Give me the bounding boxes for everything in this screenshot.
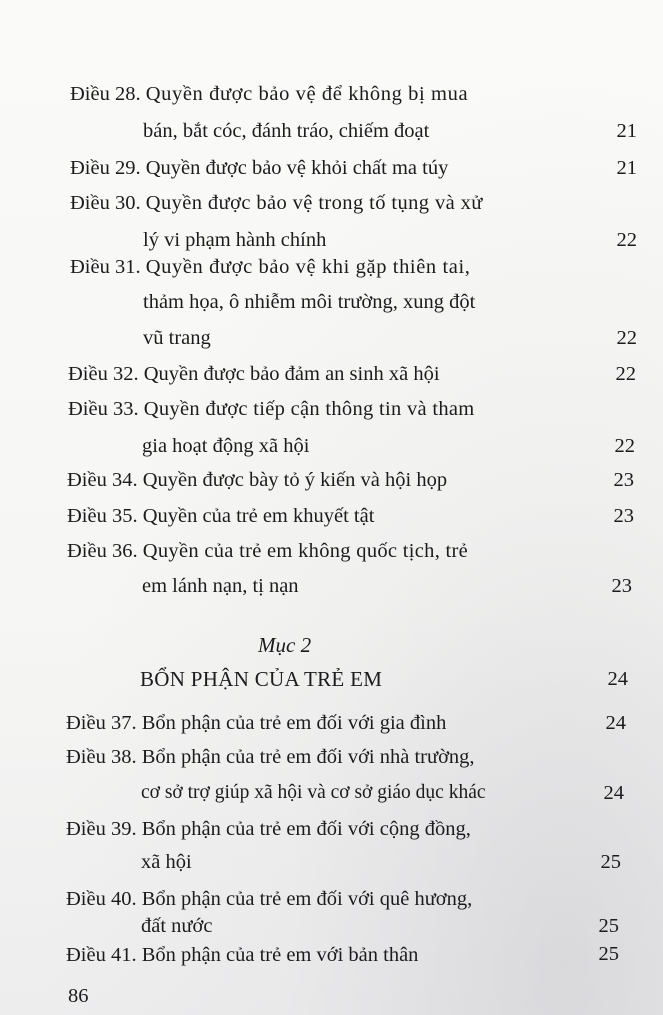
entry-text: Bổn phận của trẻ em đối với gia đình [141, 712, 447, 734]
toc-entry-40 [66, 889, 472, 910]
section-title: BỔN PHẬN CỦA TRẺ EM [140, 667, 383, 691]
entry-continuation: gia hoạt động xã hội [142, 435, 310, 457]
toc-entry-32 [68, 364, 440, 385]
entry-label: Điều 28. [70, 83, 141, 105]
entry-continuation: bán, bắt cóc, đánh tráo, chiếm đoạt [143, 120, 430, 142]
toc-entry-29 [70, 158, 448, 179]
page-number: 24 [607, 668, 628, 690]
page-number: 22 [615, 363, 636, 385]
entry-label: Điều 39. [66, 818, 137, 840]
toc-entry-41 [66, 945, 418, 966]
entry-continuation: vũ trang [143, 327, 211, 349]
toc-entry-38 [66, 747, 475, 768]
entry-text: Quyền được bảo vệ khi gặp thiên tai, [145, 256, 471, 278]
section-subtitle: Mục 2 [258, 633, 312, 657]
toc-entry-30 [70, 193, 483, 214]
entry-continuation: lý vi phạm hành chính [143, 229, 327, 251]
entry-continuation: xã hội [141, 851, 192, 873]
entry-text: Quyền được bảo vệ khỏi chất ma túy [145, 157, 449, 179]
entry-text: Bổn phận của trẻ em với bản thân [141, 944, 419, 966]
entry-text: Quyền của trẻ em khuyết tật [142, 505, 375, 527]
entry-continuation: thảm họa, ô nhiễm môi trường, xung đột [143, 291, 476, 313]
entry-text: Quyền được tiếp cận thông tin và tham [143, 398, 475, 420]
page-number: 25 [598, 915, 619, 937]
entry-label: Điều 33. [68, 398, 139, 420]
page-number: 22 [616, 327, 637, 349]
footer-page-number: 86 [68, 985, 89, 1007]
page-number: 23 [611, 575, 632, 597]
entry-label: Điều 32. [68, 363, 139, 385]
entry-text: Quyền được bảo vệ trong tố tụng và xử [145, 192, 483, 214]
page-number: 24 [605, 712, 626, 734]
toc-entry-33 [68, 399, 475, 420]
page-number: 24 [603, 782, 624, 804]
entry-text: Quyền được bảo vệ để không bị mua [145, 83, 469, 105]
toc-entry-31 [70, 257, 471, 278]
page-number: 25 [600, 851, 621, 873]
page-number: 23 [613, 469, 634, 491]
entry-text: Quyền được bảo đảm an sinh xã hội [143, 363, 440, 385]
entry-continuation: đất nước [141, 915, 213, 937]
toc-entry-34 [67, 470, 447, 491]
page-number: 22 [614, 435, 635, 457]
entry-label: Điều 30. [70, 192, 141, 214]
page-number: 23 [613, 505, 634, 527]
entry-label: Điều 29. [70, 157, 141, 179]
page-number: 21 [616, 157, 637, 179]
toc-entry-28 [70, 84, 468, 105]
entry-label: Điều 36. [67, 540, 138, 562]
toc-entry-39 [66, 819, 471, 840]
entry-label: Điều 35. [67, 505, 138, 527]
entry-label: Điều 38. [66, 746, 137, 768]
entry-text: Quyền của trẻ em không quốc tịch, trẻ [142, 540, 469, 562]
entry-continuation: cơ sở trợ giúp xã hội và cơ sở giáo dục khác [141, 782, 486, 803]
toc-entry-37 [66, 713, 446, 734]
entry-text: Bổn phận của trẻ em đối với cộng đồng, [141, 818, 471, 840]
toc-entry-35 [67, 506, 374, 527]
entry-label: Điều 40. [66, 888, 137, 910]
page-number: 25 [598, 943, 619, 965]
entry-label: Điều 41. [66, 944, 137, 966]
page-number: 21 [616, 120, 637, 142]
entry-continuation: em lánh nạn, tị nạn [142, 575, 299, 597]
toc-entry-36 [67, 541, 468, 562]
entry-label: Điều 37. [66, 712, 137, 734]
entry-text: Bổn phận của trẻ em đối với nhà trường, [141, 746, 475, 768]
entry-label: Điều 31. [70, 256, 141, 278]
page-number: 22 [616, 229, 637, 251]
entry-text: Bổn phận của trẻ em đối với quê hương, [141, 888, 473, 910]
entry-text: Quyền được bày tỏ ý kiến và hội họp [142, 469, 448, 491]
entry-label: Điều 34. [67, 469, 138, 491]
